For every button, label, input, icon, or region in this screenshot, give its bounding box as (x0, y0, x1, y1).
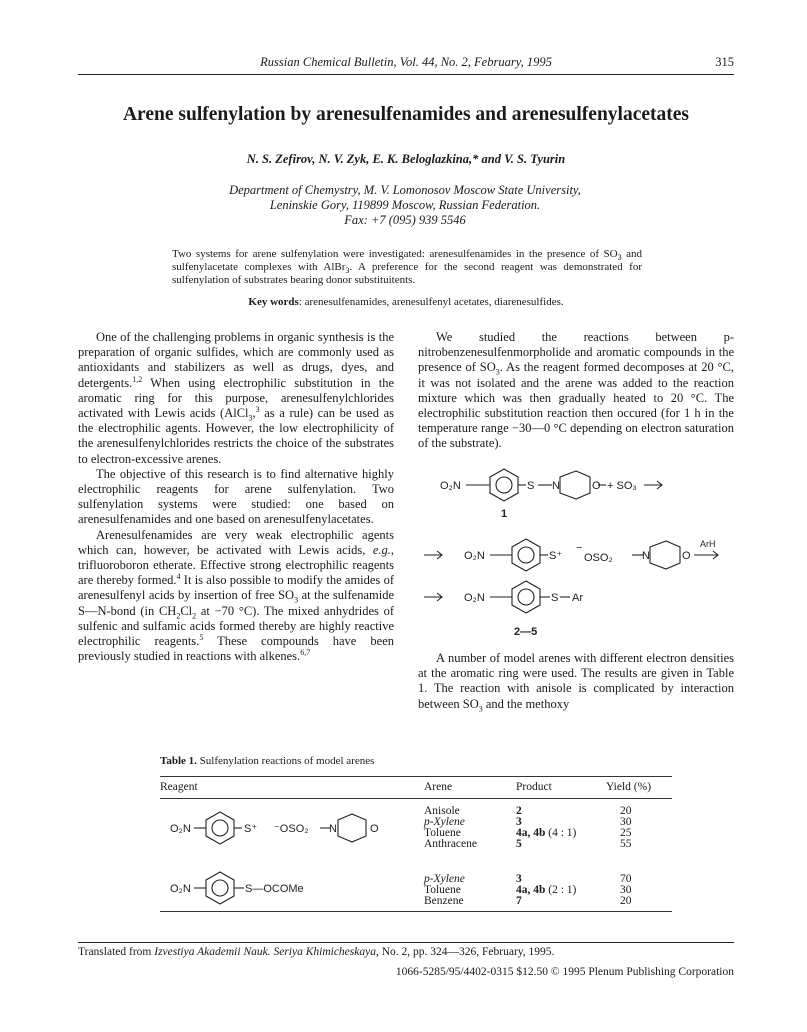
yield-cell: 20 (620, 895, 632, 907)
arene-cell: p-Xylene (424, 873, 465, 885)
article-title: Arene sulfenylation by arenesulfenamides and arenesulfenylacetates (122, 104, 690, 125)
arene-label: ArH (700, 539, 716, 549)
svg-text:O₂N: O₂N (170, 823, 191, 835)
nitro-group: O₂N (464, 550, 485, 562)
running-head (78, 55, 734, 73)
results-table (160, 776, 672, 924)
left-column (78, 330, 394, 664)
svg-text:S—OCOMe: S—OCOMe (245, 883, 304, 895)
reagent-structure (160, 864, 360, 914)
product-cell: 3 (516, 816, 522, 828)
affiliation (140, 183, 670, 228)
nitro-group: O₂N (464, 592, 485, 604)
table-caption (160, 755, 374, 767)
affiliation-fax: Fax: +7 (095) 939 5546 (344, 213, 466, 227)
nitro-group: O₂N (440, 480, 461, 492)
table-label: Table 1. (160, 755, 197, 767)
arene-cell: Benzene (424, 895, 464, 907)
table-header: Product (516, 781, 552, 793)
product-cell: 7 (516, 895, 522, 907)
footer-rule (78, 942, 734, 943)
morpholine-ring (560, 471, 590, 499)
svg-text:S⁺: S⁺ (244, 823, 258, 835)
affiliation-line: Leninskie Gory, 119899 Moscow, Russian Federation. (269, 198, 541, 212)
oxygen-label: O (682, 550, 691, 562)
svg-text:N: N (329, 823, 337, 835)
morpholine-ring (650, 541, 680, 569)
table-header: Arene (424, 781, 453, 793)
header-rule (78, 74, 734, 75)
compound-label: 2—5 (514, 626, 538, 638)
table-caption-text: Sulfenylation reactions of model arenes (196, 755, 375, 767)
keywords (78, 296, 734, 308)
aryl-label: Ar (572, 592, 583, 604)
benzene-ring (512, 539, 540, 571)
yield-cell: 55 (620, 838, 632, 850)
sulfur-label: S (527, 480, 535, 492)
table-header: Yield (%) (606, 781, 652, 793)
paragraph: A number of model arenes with different electron densities at the aromatic ring were used. The results are given in Table 1. The reaction with anisole is complicated by interaction between $SO_3$ and the methoxy (418, 651, 734, 714)
product-cell: 5 (516, 838, 522, 850)
arene-cell: Anthracene (424, 838, 477, 850)
yield-cell: 30 (620, 884, 632, 896)
page-number: 315 (715, 55, 734, 69)
product-cell: 4a, 4b (2 : 1) (516, 884, 577, 896)
benzene-ring (512, 581, 540, 613)
yield-cell: 30 (620, 816, 632, 828)
nitrogen-label: N (552, 480, 560, 492)
abstract: Two systems for arene sulfenylation were investigated: arenesulfenamides in the presence of $SO_3$ and sulfenylacetate complexes with AlBr$_3$. A preference for the second reagent was demonstrated for sulfenylation of substrates bearing donor substituitents. (172, 248, 643, 286)
product-cell: 3 (516, 873, 522, 885)
keywords-label: Key words (248, 296, 299, 308)
yield-cell: 25 (620, 827, 632, 839)
compound-label: 1 (501, 508, 508, 520)
sulfonium-label: S⁺ (549, 550, 563, 562)
paragraph: One of the challenging problems in organic synthesis is the preparation of organic sulfides, which are commonly used as antioxidants and stabilizers as well as drugs, dyes, and detergents.$^{1,2}$ When using electrophilic substitution in the aromatic ring for this purpose, arenesulfenylchlorides activated with Lewis acids (AlCl$_3$,$^3$ as a rule) can be used as the electrophilic agents. However, the low electrophilicity of the arenesulfenylchlorides restricts the choice of the substrates to electron-excessive arenes. (78, 330, 394, 466)
arene-cell: p-Xylene (424, 816, 465, 828)
arene-cell: Toluene (424, 884, 461, 896)
svg-text:O: O (370, 823, 379, 835)
product-cell: 4a, 4b (4 : 1) (516, 827, 577, 839)
anion-charge: − (576, 542, 583, 554)
author-list: N. S. Zefirov, N. V. Zyk, E. K. Beloglazkina,* and V. S. Tyurin (246, 152, 566, 166)
paragraph: Arenesulfenamides are very weak electrophilic agents which can, however, be activated with Lewis acids, e.g., trifluoroboron etherate. Effective strong electrophilic reagents are thereby formed.$^4$ It is also possible to modify the amides of arenesulfenyl acids by insertion of free $SO_3$ at the sulfenamide S—N-bond (in $CH_2Cl_2$ at −70 °C). The mixed anhydrides of sulfenic and sulfamic acids formed thereby are highly reactive electrophilic reagents.$^5$ These compounds have been previously studied in reactions with alkenes.$^{6,7}$ (78, 527, 394, 664)
oso2-label: OSO₂ (584, 552, 613, 564)
sulfur-label: S (551, 592, 559, 604)
table-rule (160, 776, 672, 777)
reagent-structure (160, 800, 400, 856)
journal-citation: Russian Chemical Bulletin, Vol. 44, No. 2, February, 1995 (260, 55, 552, 69)
right-column-top (418, 330, 734, 452)
svg-text:O₂N: O₂N (170, 883, 191, 895)
plus-so3: + SO₃ (607, 480, 637, 492)
arene-cell: Anisole (424, 805, 460, 817)
table-rule (160, 798, 672, 799)
benzene-ring (490, 469, 518, 501)
table-rule (160, 911, 672, 912)
translation-note: Translated from Izvestiya Akademii Nauk. Seriya Khimicheskaya, No. 2, pp. 324—326, February, 1995. (78, 946, 555, 958)
yield-cell: 20 (620, 805, 632, 817)
table-header: Reagent (160, 781, 198, 793)
reaction-scheme (418, 465, 734, 640)
nitrogen-label: N (642, 550, 650, 562)
paragraph: We studied the reactions between p-nitrobenzenesulfenmorpholide and aromatic compounds in the presence of $SO_3$. As the reagent formed decomposes at 20 °C, it was not isolated and the arene was added to the reaction mixture which was then gradually heated to 20 °C. The electrophilic substitution reaction then occured (for 1 h in the temperature range −30—0 °C depending on electron saturation of the substrate). (418, 330, 734, 451)
right-column-bottom (418, 651, 734, 712)
svg-text:⁻OSO₂: ⁻OSO₂ (274, 823, 309, 835)
keywords-text: : arenesulfenamides, arenesulfenyl acetates, diarenesulfides. (298, 296, 564, 308)
yield-cell: 70 (620, 873, 632, 885)
product-cell: 2 (516, 805, 522, 817)
affiliation-line: Department of Chemystry, M. V. Lomonosov Moscow State University, (229, 183, 581, 197)
copyright-line: 1066-5285/95/4402-0315 $12.50 © 1995 Plenum Publishing Corporation (395, 966, 734, 978)
oxygen-label: O (592, 480, 601, 492)
arene-cell: Toluene (424, 827, 461, 839)
paragraph: The objective of this research is to find alternative highly electrophilic reagents for arene sulfenylation. Two sulfenylation systems were studied: one based on arenesulfenamides and one based on arenesulfenylacetates. (78, 466, 394, 527)
